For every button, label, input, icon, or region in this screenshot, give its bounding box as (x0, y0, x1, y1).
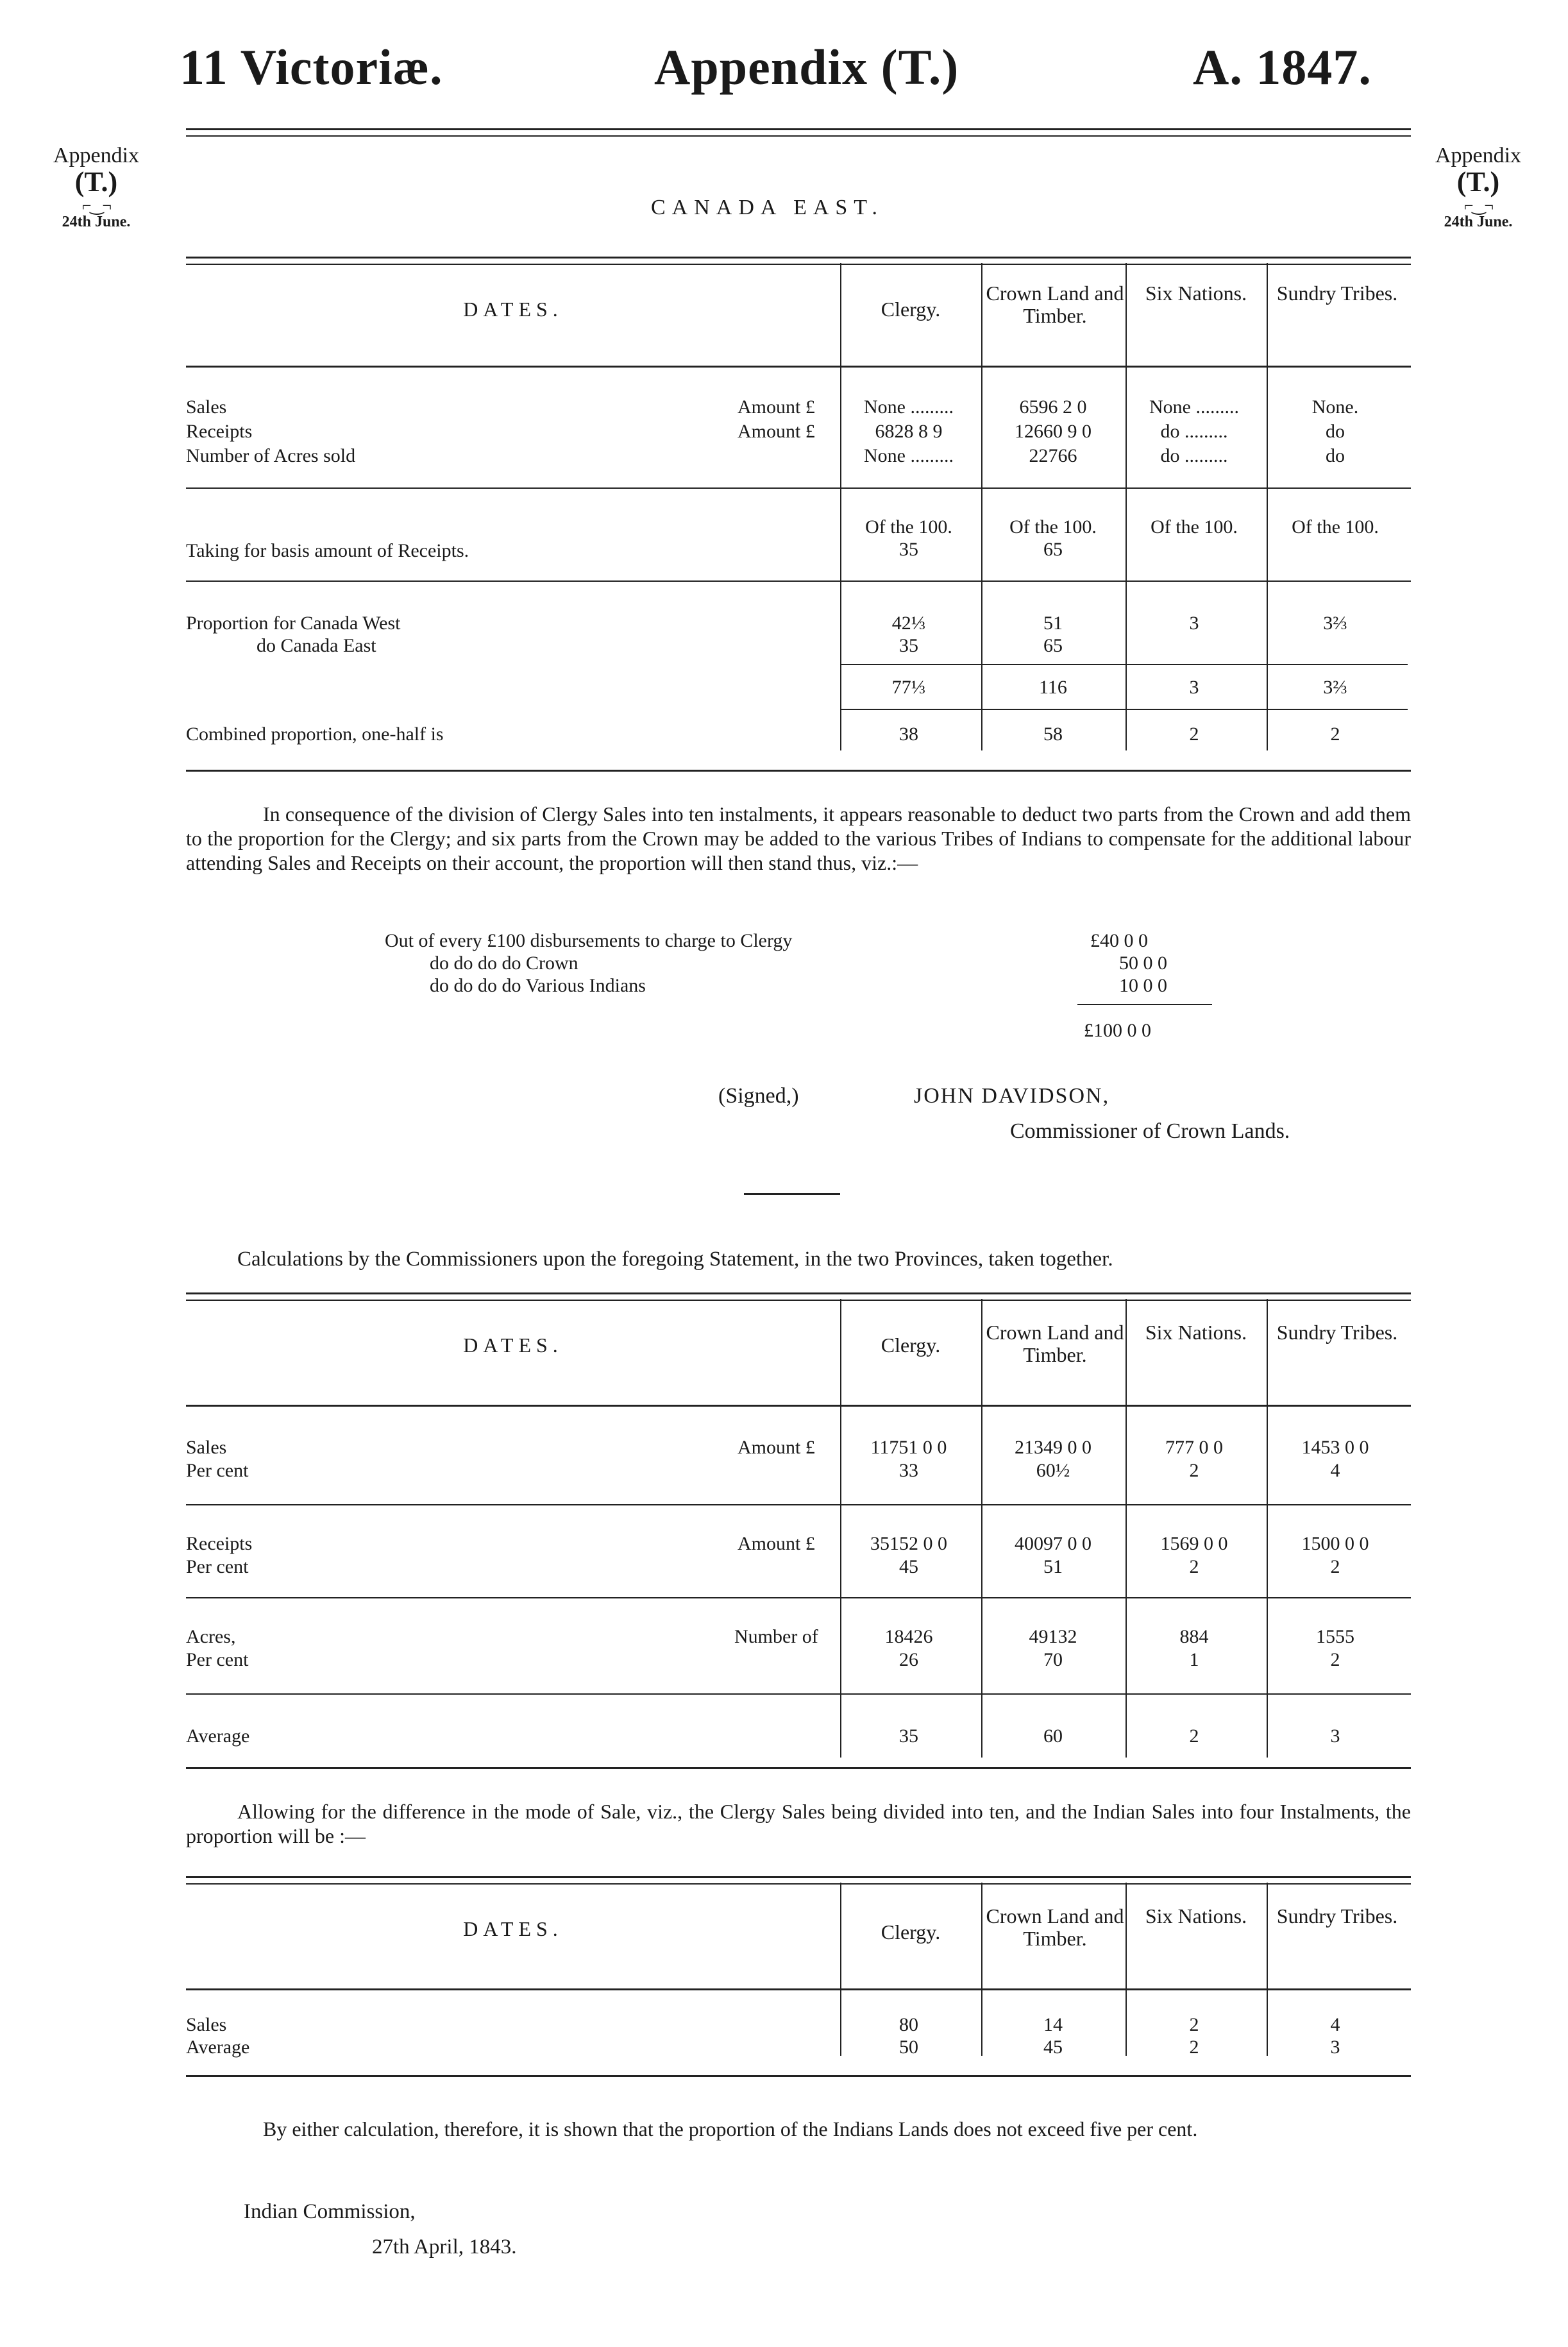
col-clergy: Clergy. (881, 298, 941, 321)
t1-combined-label: Combined proportion, one-half is (186, 724, 444, 745)
t2-acres-label: Acres, (186, 1626, 236, 1647)
col-sundry: Sundry Tribes. (1276, 282, 1398, 305)
t3-sales-label: Sales (186, 2014, 227, 2035)
t1-acres-label: Number of Acres sold (186, 445, 356, 466)
footer-commission: Indian Commission, (244, 2200, 416, 2223)
signatory-title: Commissioner of Crown Lands. (1010, 1119, 1290, 1143)
t1-east-label: do Canada East (257, 635, 376, 656)
disb-row-2: do do do do Crown (430, 953, 578, 974)
table1-top-rule (186, 257, 1411, 265)
header-right: A. 1847. (1193, 39, 1372, 95)
signatory-name: JOHN DAVIDSON, (914, 1084, 1110, 1108)
disb-row-3: do do do do Various Indians (430, 975, 646, 996)
footer-date: 27th April, 1843. (372, 2235, 517, 2258)
margin-note-right: Appendix (T.) ⌐‿¬ 24th June. (1435, 144, 1522, 231)
t2-average-label: Average (186, 1725, 250, 1747)
col-dates: DATES. (463, 298, 563, 321)
t2-receipts-label: Receipts (186, 1533, 253, 1554)
t2-sales-label: Sales (186, 1437, 227, 1458)
section-title: CANADA EAST. (651, 196, 884, 219)
paragraph-1: In consequence of the division of Clergy Sales into ten instalments, it appears reasonable to deduct two parts from the Crown and add them to the proportion for the Clergy; and six parts from the Crown may be added to the various Tribes of Indians to compensate for the additional labour attending Sales and Receipts on their account, the proportion will then stand thus, viz.:— (186, 802, 1411, 874)
t3-average-label: Average (186, 2037, 250, 2058)
margin-note-left: Appendix (T.) ⌐‿¬ 24th June. (53, 144, 140, 231)
header-left: 11 Victoriæ. (180, 39, 443, 95)
col-six: Six Nations. (1145, 282, 1247, 305)
header-center: Appendix (T.) (654, 39, 959, 95)
disb-row-1: Out of every £100 disbursements to charge to Clergy (385, 930, 793, 951)
t1-basis-label: Taking for basis amount of Receipts. (186, 540, 469, 561)
t1-west-label: Proportion for Canada West (186, 613, 401, 634)
paragraph-3: By either calculation, therefore, it is shown that the proportion of the Indians Lands does not exceed five per cent. (263, 2117, 1198, 2140)
signed-label: (Signed,) (718, 1084, 799, 1108)
t1-receipts-label: Receipts (186, 421, 253, 442)
col-crown: Crown Land and Timber. (986, 282, 1124, 328)
paragraph-2: Allowing for the difference in the mode of Sale, viz., the Clergy Sales being divided into ten, and the Indian Sales into four Instalments, the proportion will be :— (186, 1800, 1411, 1847)
t1-sales-label: Sales (186, 396, 227, 418)
header-rule (186, 128, 1411, 137)
disb-total: £100 0 0 (1084, 1020, 1151, 1041)
calc-heading: Calculations by the Commissioners upon the foregoing Statement, in the two Provinces, taken together. (237, 1248, 1113, 1271)
